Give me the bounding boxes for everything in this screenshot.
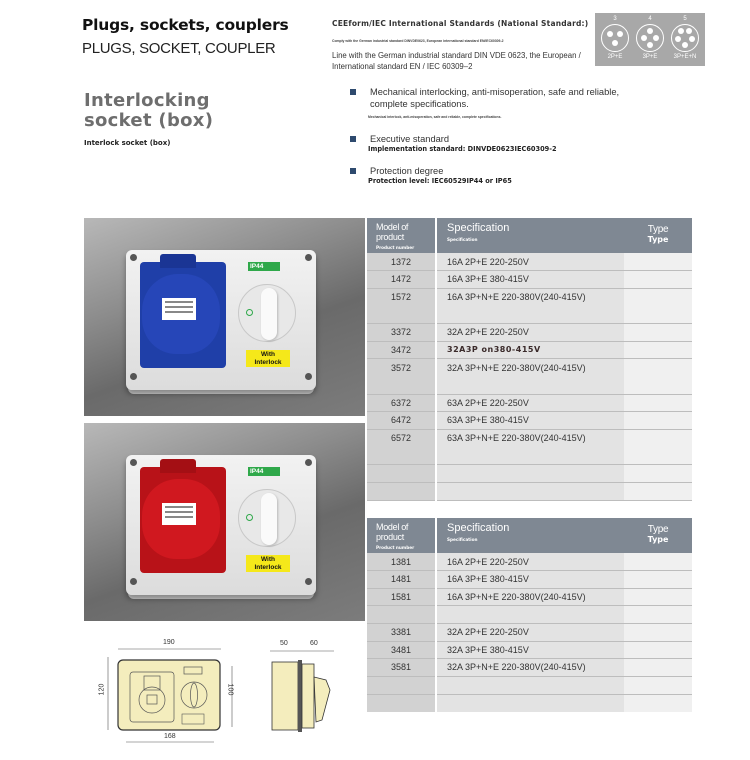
table-row: 3572 32A 3P+N+E 220-380V(240-415V) bbox=[367, 359, 692, 377]
socket-red bbox=[140, 467, 226, 573]
table-row-empty bbox=[367, 676, 692, 694]
table-row: 1381 16A 2P+E 220-250V bbox=[367, 553, 692, 571]
rotary-switch-icon bbox=[238, 489, 296, 547]
dimension-width-bottom: 168 bbox=[164, 733, 176, 740]
table-row: 3481 32A 3P+E 380-415V bbox=[367, 641, 692, 659]
table-header-row bbox=[367, 218, 692, 253]
section-subtitle: Interlock socket (box) bbox=[84, 139, 171, 147]
table-row: 1572 16A 3P+N+E 220-380V(240-415V) bbox=[367, 288, 692, 306]
table-row: 3381 32A 2P+E 220-250V bbox=[367, 624, 692, 642]
pin-count: 3 bbox=[613, 16, 617, 22]
table-row: 6372 63A 2P+E 220-250V bbox=[367, 394, 692, 412]
dimension-drawing bbox=[84, 632, 374, 750]
section-title bbox=[84, 91, 213, 131]
socket-blue bbox=[140, 262, 226, 368]
catalog-title: Plugs, sockets, couplers bbox=[82, 16, 289, 34]
feature-main-text: Protection degree bbox=[370, 166, 444, 176]
pin-config-5 bbox=[667, 15, 703, 60]
pin-label: 2P+E bbox=[607, 54, 623, 60]
standards-description: Line with the German industrial standard DIN VDE 0623, the European / International standard EN / IEC 60309–2 bbox=[332, 51, 581, 71]
table-row: 3581 32A 3P+N+E 220-380V(240-415V) bbox=[367, 659, 692, 677]
table-row-empty bbox=[367, 694, 692, 712]
pin-label: 3P+E bbox=[642, 54, 658, 60]
section-title-line2: socket (box) bbox=[84, 110, 214, 131]
table-row: 6572 63A 3P+N+E 220-380V(240-415V) bbox=[367, 429, 692, 447]
feature-sub-text: Protection level: IEC60529IP44 or IP65 bbox=[368, 177, 512, 185]
table-row-spacer bbox=[367, 447, 692, 465]
spec-table-81-series bbox=[367, 518, 692, 712]
table-row: 1372 16A 2P+E 220-250V bbox=[367, 253, 692, 271]
pin-config-4 bbox=[632, 15, 668, 60]
interlock-box bbox=[126, 250, 316, 390]
standards-tiny-text: Comply with the German industrial standard DINVDE0623, European international standard EN/IEC60309-2 bbox=[332, 39, 504, 43]
column-header-specification: Specification Specification bbox=[436, 218, 624, 253]
bullet-square-icon bbox=[350, 136, 356, 142]
pin-config-3 bbox=[597, 15, 633, 60]
pin-count: 5 bbox=[683, 16, 687, 22]
table-row-spacer bbox=[367, 306, 692, 324]
column-header-specification: Specification Specification bbox=[436, 518, 624, 553]
section-title-line1: Interlocking bbox=[84, 90, 210, 111]
rotary-switch-icon bbox=[238, 284, 296, 342]
column-header-type: Type Type bbox=[624, 518, 692, 553]
spec-table-72-series bbox=[367, 218, 692, 501]
feature-sub-text: Implementation standard: DINVDE0623IEC60309-2 bbox=[368, 145, 557, 153]
product-photo-red-16a bbox=[84, 423, 365, 621]
table-row: 1481 16A 3P+E 380-415V bbox=[367, 571, 692, 589]
column-header-model: Model of product Product number bbox=[367, 218, 436, 253]
dimension-depth-2: 60 bbox=[310, 640, 318, 647]
product-photo-blue-16a bbox=[84, 218, 365, 416]
table-row: 1581 16A 3P+N+E 220-380V(240-415V) bbox=[367, 588, 692, 606]
socket-face-3pin-icon bbox=[601, 24, 629, 52]
column-header-type: Type Type bbox=[624, 218, 692, 253]
dimension-width-top: 190 bbox=[163, 639, 175, 646]
table-row-empty bbox=[367, 465, 692, 483]
table-row-spacer bbox=[367, 606, 692, 624]
ip44-tag: IP44 bbox=[248, 262, 280, 271]
feature-main-text: Mechanical interlocking, anti-misoperation, safe and reliable, complete specifications. bbox=[370, 87, 620, 109]
table-row-spacer bbox=[367, 376, 692, 394]
dimension-height-left: 120 bbox=[98, 683, 106, 696]
bullet-square-icon bbox=[350, 168, 356, 174]
ip44-tag: IP44 bbox=[248, 467, 280, 476]
interlock-box bbox=[126, 455, 316, 595]
column-header-model: Model of product Product number bbox=[367, 518, 436, 553]
socket-face-4pin-icon bbox=[636, 24, 664, 52]
table-row: 1472 16A 3P+E 380-415V bbox=[367, 271, 692, 289]
pin-label: 3P+E+N bbox=[673, 54, 697, 60]
table-row: 3472 32A3P on380-415V bbox=[367, 341, 692, 359]
standards-title: CEEform/IEC International Standards (National Standard:) bbox=[332, 19, 589, 28]
feature-sub-text: Mechanical interlock, anti-misoperation, safe and reliable, complete specifications. bbox=[368, 115, 502, 119]
table-row: 6472 63A 3P+E 380-415V bbox=[367, 412, 692, 430]
socket-face-5pin-icon bbox=[671, 24, 699, 52]
with-interlock-tag: With Interlock bbox=[246, 555, 290, 572]
table-row-empty bbox=[367, 483, 692, 501]
with-interlock-tag: With Interlock bbox=[246, 350, 290, 367]
dimension-height-right: 100 bbox=[226, 683, 234, 696]
pin-configuration-diagram bbox=[595, 13, 705, 66]
pin-count: 4 bbox=[648, 16, 652, 22]
feature-main-text: Executive standard bbox=[370, 134, 450, 144]
catalog-title-caps: PLUGS, SOCKET, COUPLER bbox=[82, 40, 276, 57]
bullet-square-icon bbox=[350, 89, 356, 95]
table-row: 3372 32A 2P+E 220-250V bbox=[367, 324, 692, 342]
dimension-depth-1: 50 bbox=[280, 640, 288, 647]
table-header-row bbox=[367, 518, 692, 553]
